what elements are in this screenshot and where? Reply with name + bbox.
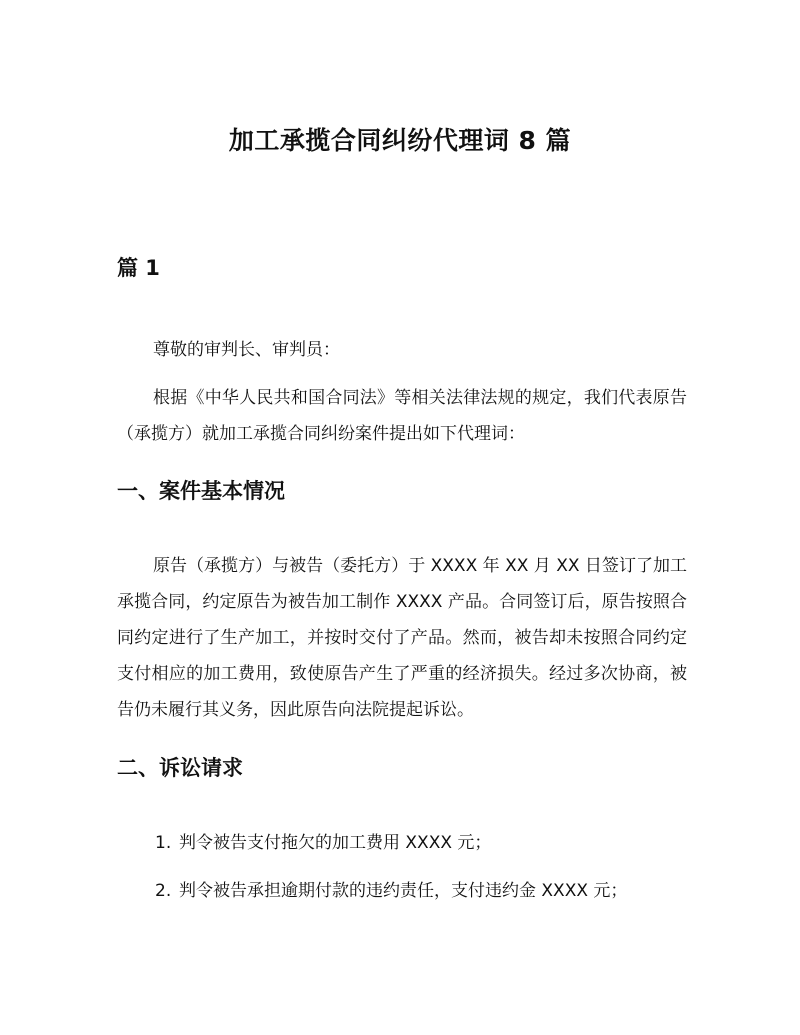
salutation: 尊敬的审判长、审判员： <box>153 340 340 360</box>
list-item-text: 判令被告承担逾期付款的违约责任，支付违约金 XXXX 元； <box>179 881 628 901</box>
section-heading-case-facts: 一、案件基本情况 <box>117 479 285 503</box>
section-heading-claims: 二、诉讼请求 <box>117 756 243 780</box>
list-item <box>155 873 627 909</box>
part-heading: 篇 1 <box>117 256 160 280</box>
list-item <box>155 825 491 861</box>
list-item-number: 2. <box>155 881 172 901</box>
case-facts-paragraph: 原告（承揽方）与被告（委托方）于 XXXX 年 XX 月 XX 日签订了加工承揽合同，约定原告为被告加工制作 XXXX 产品。合同签订后，原告按照合同约定进行了生产加工，并按时交付了产品。然而，被告却未按照合同约定支付相应的加工费用，致使原告产生了严重的经济损失。经过多次协商，被告仍未履行其义务，因此原告向法院提起诉讼。 <box>117 556 687 720</box>
intro-paragraph: 根据《中华人民共和国合同法》等相关法律法规的规定，我们代表原告（承揽方）就加工承揽合同纠纷案件提出如下代理词： <box>117 388 687 444</box>
list-item-text: 判令被告支付拖欠的加工费用 XXXX 元； <box>179 833 492 853</box>
list-item-number: 1. <box>155 833 172 853</box>
document-title: 加工承揽合同纠纷代理词 8 篇 <box>228 126 572 155</box>
